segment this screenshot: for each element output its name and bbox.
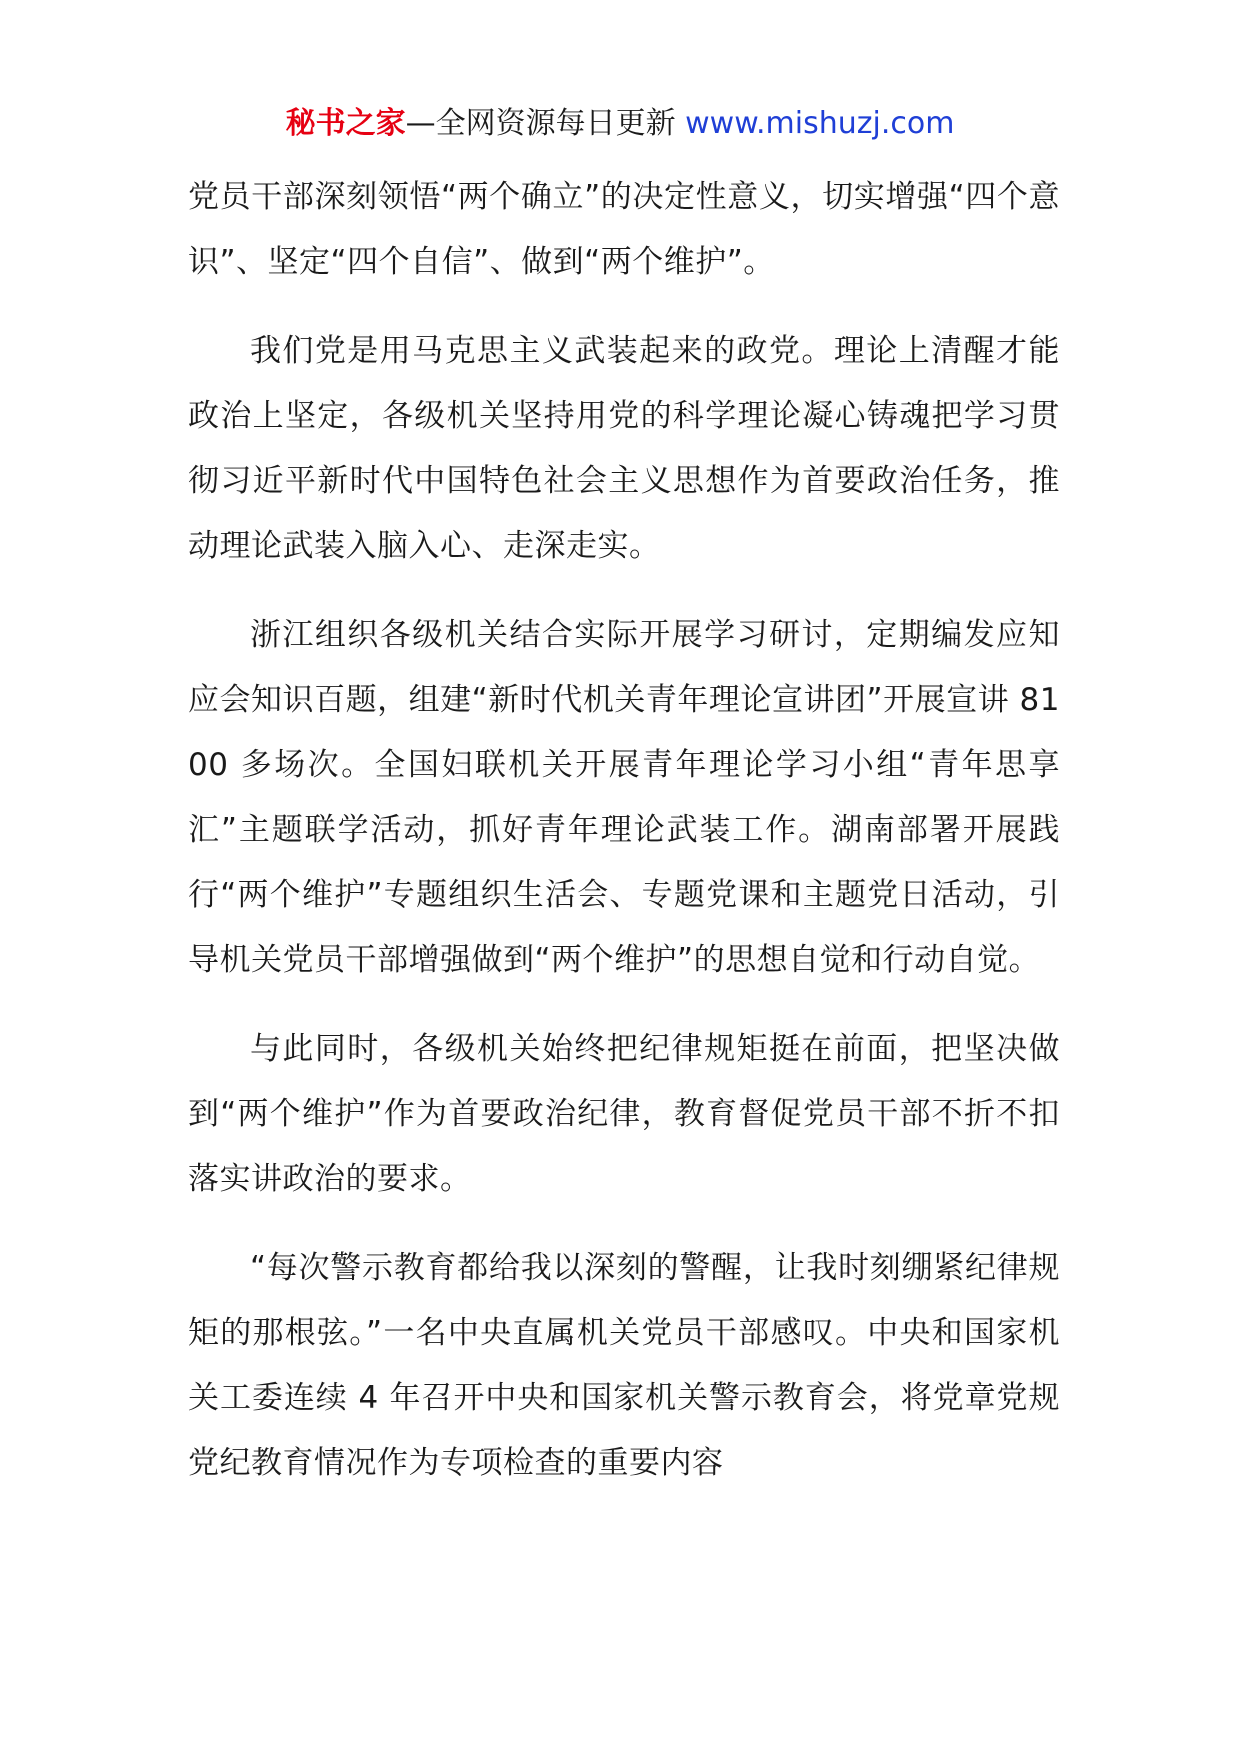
- paragraph-continuation: 党员干部深刻领悟“两个确立”的决定性意义，切实增强“四个意识”、坚定“四个自信”、做到“两个维护”。: [188, 179, 1060, 280]
- paragraph: 我们党是用马克思主义武装起来的政党。理论上清醒才能政治上坚定，各级机关坚持用党的科学理论凝心铸魂把学习贯彻习近平新时代中国特色社会主义思想作为首要政治任务，推动理论武装入脑入心、走深走实。: [188, 333, 1060, 564]
- paragraph: 与此同时，各级机关始终把纪律规矩挺在前面，把坚决做到“两个维护”作为首要政治纪律，教育督促党员干部不折不扣落实讲政治的要求。: [188, 1031, 1060, 1197]
- paragraph: “每次警示教育都给我以深刻的警醒，让我时刻绷紧纪律规矩的那根弦。”一名中央直属机关党员干部感叹。中央和国家机关工委连续 4 年召开中央和国家机关警示教育会，将党章党规党纪教育情况作为专项检查的重要内容: [188, 1250, 1060, 1481]
- brand-tagline: —全网资源每日更新: [405, 106, 676, 141]
- paragraph: 浙江组织各级机关结合实际开展学习研讨，定期编发应知应会知识百题，组建“新时代机关青年理论宣讲团”开展宣讲 8100 多场次。全国妇联机关开展青年理论学习小组“青年思享汇”主题联学活动，抓好青年理论武装工作。湖南部署开展践行“两个维护”专题组织生活会、专题党课和主题党日活动，引导机关党员干部增强做到“两个维护”的思想自觉和行动自觉。: [188, 617, 1060, 978]
- site-url-link[interactable]: www.mishuzj.com: [685, 106, 955, 141]
- brand-name: 秘书之家: [285, 106, 406, 141]
- watermark-header: [0, 104, 1240, 144]
- article-body: [188, 165, 1060, 1520]
